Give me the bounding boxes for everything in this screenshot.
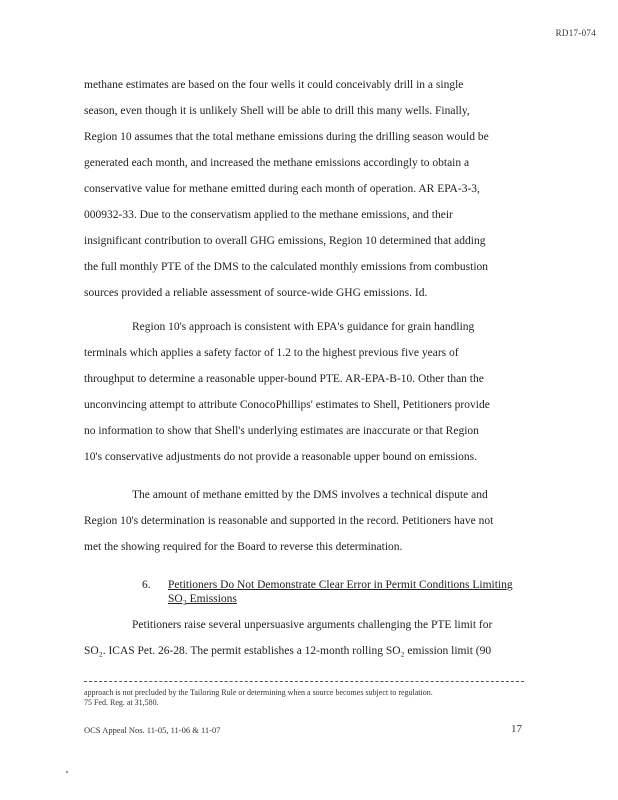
text-line: insignificant contribution to overall GHG emissions, Region 10 determined that adding (84, 235, 486, 247)
text-line: the full monthly PTE of the DMS to the calculated monthly emissions from combustion (84, 261, 489, 273)
paragraph-so2-arguments (84, 612, 540, 664)
text-line: met the showing required for the Board to reverse this determination. (84, 541, 403, 553)
text-line: 10's conservative adjustments do not provide a reasonable upper bound on emissions. (84, 451, 477, 463)
section-heading (128, 578, 528, 608)
section-title-line: SO₂ Emissions (168, 593, 237, 605)
scan-speck (66, 771, 68, 773)
footnote-line: 75 Fed. Reg. at 31,580. (84, 698, 159, 707)
section-title (168, 578, 528, 606)
document-id: RD17-074 (555, 28, 596, 38)
text-line: Region 10 assumes that the total methane emissions during the drilling season would be (84, 131, 489, 143)
paragraph-methane-estimates (84, 72, 540, 306)
text-line: 000932-33. Due to the conservatism applied to the methane emissions, and their (84, 209, 453, 221)
text-line: Region 10's approach is consistent with EPA's guidance for grain handling (132, 321, 475, 333)
text-line: sources provided a reliable assessment of source-wide GHG emissions. Id. (84, 287, 428, 299)
paragraph-region10-approach (84, 314, 540, 470)
section-title-line: Petitioners Do Not Demonstrate Clear Error in Permit Conditions Limiting (168, 579, 513, 591)
text-line: Petitioners raise several unpersuasive arguments challenging the PTE limit for (132, 619, 493, 631)
text-line: no information to show that Shell's underlying estimates are inaccurate or that Region (84, 425, 479, 437)
text-line: terminals which applies a safety factor of 1.2 to the highest previous five years of (84, 347, 459, 359)
text-line: SO₂. ICAS Pet. 26-28. The permit establishes a 12-month rolling SO₂ emission limit (90 (84, 645, 492, 657)
text-line: throughput to determine a reasonable upper-bound PTE. AR-EPA-B-10. Other than the (84, 373, 484, 385)
footnote-line: approach is not precluded by the Tailoring Rule or determining when a source becomes subject to regulation. (84, 688, 433, 697)
text-line: season, even though it is unlikely Shell will be able to drill this many wells. Finally, (84, 105, 470, 117)
section-number: 6. (142, 579, 151, 591)
text-line: conservative value for methane emitted during each month of operation. AR EPA-3-3, (84, 183, 480, 195)
case-reference: OCS Appeal Nos. 11-05, 11-06 & 11-07 (84, 725, 221, 735)
footnote (84, 688, 524, 708)
text-line: The amount of methane emitted by the DMS involves a technical dispute and (132, 489, 488, 501)
paragraph-methane-dispute (84, 482, 540, 560)
text-line: methane estimates are based on the four wells it could conceivably drill in a single (84, 79, 464, 91)
text-line: Region 10's determination is reasonable and supported in the record. Petitioners have not (84, 515, 494, 527)
text-line: generated each month, and increased the methane emissions accordingly to obtain a (84, 157, 470, 169)
page-number: 17 (511, 723, 522, 735)
text-line: unconvincing attempt to attribute ConocoPhillips' estimates to Shell, Petitioners provide (84, 399, 490, 411)
footnote-divider (84, 681, 524, 682)
